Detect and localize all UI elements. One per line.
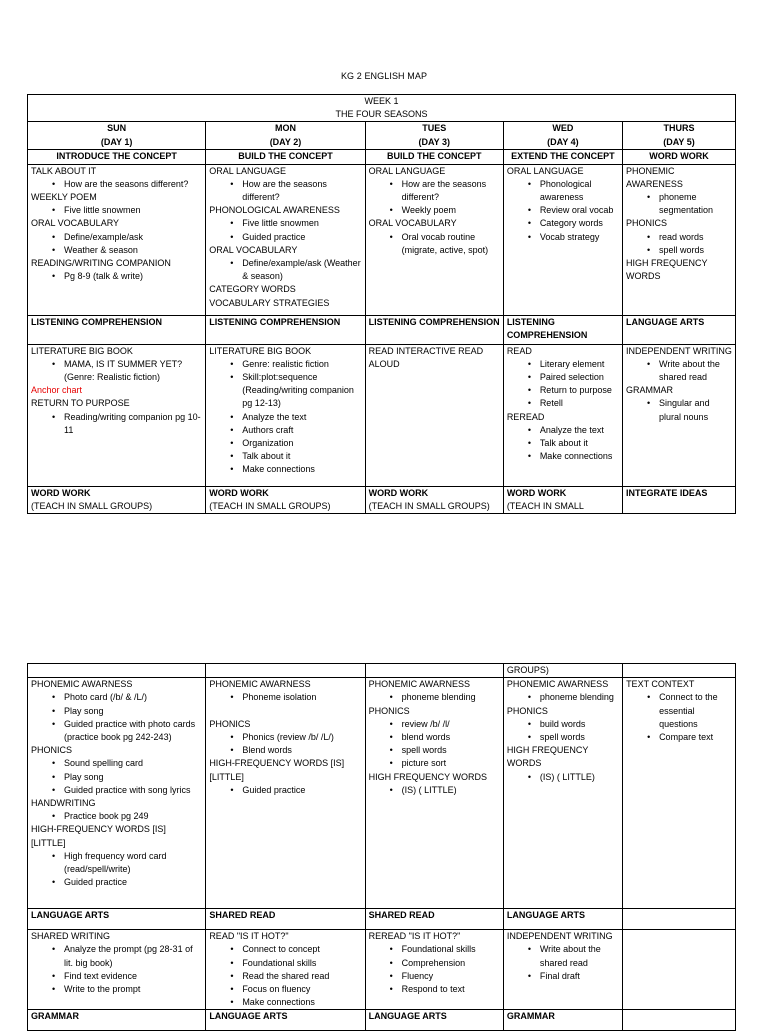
activity-list (31, 943, 202, 996)
activity-item: • Photo card (/b/ & /L/) (64, 691, 202, 704)
activity-list (626, 397, 732, 423)
activity-item: • (IS) ( LITTLE) (540, 771, 619, 784)
activity-list (369, 943, 500, 996)
day-number: (DAY 3) (418, 136, 450, 147)
section-subtitle: (TEACH IN SMALL GROUPS) (368, 500, 490, 511)
section-header-cell: LISTENING COMPREHENSION (503, 315, 622, 344)
activity-list (209, 257, 361, 283)
week-header-cell (28, 95, 736, 122)
activity-list (31, 178, 202, 191)
activity-item: • How are the seasons different? (64, 178, 202, 191)
activity-label: PHONEMIC AWARNESS (506, 679, 609, 690)
activity-list (507, 358, 619, 411)
activity-list (31, 810, 202, 823)
activity-list (507, 691, 619, 704)
spacer (209, 705, 361, 718)
activity-item: • Singular and plural nouns (659, 397, 732, 423)
content-cell (503, 344, 622, 486)
section-title: WORD WORK (209, 487, 269, 498)
activity-item: • Oral vocab routine (migrate, active, spot) (402, 231, 500, 257)
section-header-cell (206, 486, 365, 513)
activity-list (31, 691, 202, 744)
activity-item: • Final draft (540, 970, 619, 983)
activity-label: LITERATURE BIG BOOK (31, 345, 133, 356)
day-number: (DAY 1) (100, 136, 133, 147)
section-header-cell: LANGUAGE ARTS (503, 909, 622, 930)
content-cell (503, 164, 622, 315)
content-cell (623, 164, 736, 315)
activity-item: • blend words (402, 731, 500, 744)
activity-label: ORAL LANGUAGE (368, 165, 446, 176)
section-header-cell (365, 486, 503, 513)
activity-item: • Write about the shared read (659, 358, 732, 384)
activity-item: • Analyze the text (242, 411, 361, 424)
activity-item: • Retell (540, 397, 619, 410)
activity-list (369, 231, 500, 257)
activity-item: • Make connections (242, 463, 361, 476)
week-label: WEEK 1 (364, 96, 399, 106)
activity-label: READ INTERACTIVE READ ALOUD (368, 345, 484, 369)
activity-item: • phoneme blending (540, 691, 619, 704)
activity-list (369, 784, 500, 797)
activity-label: SHARED WRITING (31, 931, 111, 942)
section-header-cell: LISTENING COMPREHENSION (28, 315, 206, 344)
activity-label: ORAL VOCABULARY (368, 218, 457, 229)
content-row (28, 930, 736, 1010)
activity-item: • Category words (540, 217, 619, 230)
concept-cell: BUILD THE CONCEPT (206, 150, 365, 164)
activity-label: PHONEMIC AWARNESS (209, 679, 311, 690)
week-header-row (28, 95, 736, 122)
activity-item: • Guided practice with song lyrics (64, 784, 202, 797)
activity-item: • Organization (242, 437, 361, 450)
activity-label: LITERATURE BIG BOOK (209, 345, 312, 356)
activity-list (31, 850, 202, 890)
section-header-cell (623, 486, 736, 513)
activity-item: • Make connections (242, 996, 361, 1009)
activity-item: • Weather & season (64, 244, 202, 257)
continuation-row (28, 664, 736, 678)
activity-item: • read words (659, 231, 732, 244)
activity-list (209, 217, 361, 243)
day-header-mon (206, 122, 365, 150)
activity-label: ORAL LANGUAGE (209, 165, 286, 176)
activity-item: • Genre: realistic fiction (242, 358, 361, 371)
continuation-cell (206, 664, 365, 678)
activity-item: • Make connections (540, 450, 619, 463)
week-map-table (27, 94, 736, 514)
activity-item: • Write to the prompt (64, 983, 202, 996)
content-cell (365, 930, 503, 1010)
activity-list (31, 270, 202, 283)
activity-item: • Fluency (402, 970, 500, 983)
activity-list (507, 424, 619, 464)
activity-list (507, 943, 619, 983)
activity-list (31, 358, 202, 384)
activity-item: • Talk about it (540, 437, 619, 450)
section-title: WORD WORK (31, 487, 91, 498)
activity-item: • Analyze the text (540, 424, 619, 437)
activity-label: PHONOLOGICAL AWARENESS (209, 205, 340, 216)
activity-item: • Practice book pg 249 (64, 810, 202, 823)
content-cell (206, 678, 365, 909)
content-cell (28, 930, 206, 1010)
activity-label: READING/WRITING COMPANION (31, 258, 171, 269)
activity-item: • Phoneme isolation (242, 691, 361, 704)
activity-item: • Analyze the prompt (pg 28-31 of lit. big book) (64, 943, 202, 969)
day-number: (DAY 2) (269, 136, 302, 147)
activity-label: HANDWRITING (31, 798, 96, 809)
activity-item: • Sound spelling card (64, 757, 202, 770)
content-cell (206, 164, 365, 315)
activity-label: INDEPENDENT WRITING (506, 931, 613, 942)
activity-list (369, 718, 500, 771)
section-subtitle: (TEACH IN SMALL (506, 500, 584, 511)
activity-label: PHONICS (626, 218, 668, 229)
activity-list (209, 731, 361, 757)
content-cell (206, 344, 365, 486)
section-title: WORD WORK (368, 487, 429, 498)
concept-cell: INTRODUCE THE CONCEPT (28, 150, 206, 164)
section-header-cell: LISTENING COMPREHENSION (365, 315, 503, 344)
activity-label: PHONICS (31, 745, 73, 756)
activity-item: • Talk about it (242, 450, 361, 463)
activity-list (626, 358, 732, 384)
activity-label: PHONICS (209, 718, 251, 729)
activity-list (209, 178, 361, 204)
day-header-thurs (623, 122, 736, 150)
activity-item: • Guided practice (242, 784, 361, 797)
concept-cell: EXTEND THE CONCEPT (503, 150, 622, 164)
day-header-wed (503, 122, 622, 150)
concept-cell: BUILD THE CONCEPT (365, 150, 503, 164)
content-cell (503, 678, 622, 909)
activity-item: • High frequency word card (read/spell/write) (64, 850, 202, 876)
activity-item: • review /b/ /l/ (402, 718, 500, 731)
section-header-row (28, 909, 736, 930)
activity-item: • Reading/writing companion pg 10-11 (64, 411, 202, 437)
day-number: (DAY 5) (663, 136, 695, 147)
activity-list (31, 204, 202, 217)
day-header-tues (365, 122, 503, 150)
activity-list (507, 718, 619, 744)
activity-item: • Foundational skills (242, 957, 361, 970)
day-name: THURS (663, 123, 695, 134)
section-header-row (28, 1010, 736, 1031)
activity-label: ORAL VOCABULARY (209, 244, 298, 255)
section-subtitle: (TEACH IN SMALL GROUPS) (209, 500, 331, 511)
activity-item: • picture sort (402, 757, 500, 770)
activity-item: • Find text evidence (64, 970, 202, 983)
activity-item: • Skill:plot:sequence (Reading/writing companion pg 12-13) (242, 371, 361, 411)
activity-item: • Write about the shared read (540, 943, 619, 969)
section-header-cell: GRAMMAR (503, 1010, 622, 1031)
activity-label: PHONEMIC AWARNESS (31, 679, 133, 690)
highlighted-note: Anchor chart (31, 385, 83, 396)
content-row (28, 678, 736, 909)
activity-item: • Phonics (review /b/ /L/) (242, 731, 361, 744)
activity-item: • (IS) ( LITTLE) (402, 784, 500, 797)
document-title: KG 2 ENGLISH MAP (340, 71, 428, 81)
activity-item: • Vocab strategy (540, 231, 619, 244)
activity-label: READ "IS IT HOT?" (209, 931, 289, 942)
section-header-cell (623, 1010, 736, 1031)
section-header-cell: SHARED READ (365, 909, 503, 930)
activity-item: • Five little snowmen (64, 204, 202, 217)
week-map-table-continued (27, 663, 736, 1031)
activity-list (31, 757, 202, 797)
activity-item: • Blend words (242, 744, 361, 757)
activity-list (369, 691, 500, 704)
activity-label: ORAL LANGUAGE (506, 165, 584, 176)
activity-item: • build words (540, 718, 619, 731)
activity-item: • Review oral vocab (540, 204, 619, 217)
content-cell (28, 344, 206, 486)
concept-cell: WORD WORK (623, 150, 736, 164)
activity-item: • Foundational skills (402, 943, 500, 956)
continuation-cell (623, 664, 736, 678)
concept-row (28, 150, 736, 164)
section-title: INTEGRATE IDEAS (626, 487, 708, 498)
section-header-cell: SHARED READ (206, 909, 365, 930)
day-header-row (28, 122, 736, 150)
activity-label: HIGH-FREQUENCY WORDS [IS] [LITTLE] (209, 758, 345, 782)
section-header-cell: LISTENING COMPREHENSION (206, 315, 365, 344)
activity-item: • Guided practice (64, 876, 202, 889)
activity-label: CATEGORY WORDS (209, 284, 296, 295)
activity-label: REREAD "IS IT HOT?" (368, 931, 461, 942)
content-cell (503, 930, 622, 1010)
section-header-cell (28, 486, 206, 513)
activity-item: • Return to purpose (540, 384, 619, 397)
section-header-cell (503, 486, 622, 513)
day-name: WED (552, 123, 574, 134)
continuation-cell: GROUPS) (503, 664, 622, 678)
day-name: SUN (107, 123, 127, 134)
activity-item: • Guided practice with photo cards (practice book pg 242-243) (64, 718, 202, 744)
content-row (28, 164, 736, 315)
activity-item: • Comprehension (402, 957, 500, 970)
activity-label: PHONICS (368, 705, 410, 716)
activity-label: GRAMMAR (626, 385, 674, 396)
activity-label: REREAD (506, 411, 545, 422)
activity-list (369, 178, 500, 218)
activity-item: • phoneme blending (402, 691, 500, 704)
activity-list (209, 358, 361, 477)
activity-item: • Connect to the essential questions (659, 691, 732, 731)
content-cell (365, 344, 503, 486)
section-header-cell: LANGUAGE ARTS (206, 1010, 365, 1031)
section-title: WORD WORK (506, 487, 567, 498)
activity-list (31, 231, 202, 257)
activity-item: • Play song (64, 705, 202, 718)
section-header-cell: LANGUAGE ARTS (623, 315, 736, 344)
activity-item: • Play song (64, 771, 202, 784)
activity-label: TALK ABOUT IT (31, 165, 97, 176)
section-header-row (28, 486, 736, 513)
content-cell (623, 678, 736, 909)
activity-item: • Phonological awareness (540, 178, 619, 204)
activity-item: • How are the seasons different? (242, 178, 361, 204)
day-number: (DAY 4) (547, 136, 579, 147)
content-cell (206, 930, 365, 1010)
activity-label: ORAL VOCABULARY (31, 218, 120, 229)
activity-list (507, 771, 619, 784)
activity-item: • spell words (659, 244, 732, 257)
activity-label: PHONICS (506, 705, 548, 716)
activity-item: • Weekly poem (402, 204, 500, 217)
activity-item: • Read the shared read (242, 970, 361, 983)
activity-item: • Define/example/ask (Weather & season) (242, 257, 361, 283)
activity-item: • Focus on fluency (242, 983, 361, 996)
activity-label: PHONEMIC AWARNESS (368, 679, 470, 690)
activity-item: • Paired selection (540, 371, 619, 384)
activity-label: HIGH FREQUENCY WORDS (626, 258, 708, 282)
activity-item: • Respond to text (402, 983, 500, 996)
content-cell (623, 930, 736, 1010)
continuation-cell (28, 664, 206, 678)
content-cell (365, 678, 503, 909)
week-theme: THE FOUR SEASONS (335, 109, 428, 120)
day-header-sun (28, 122, 206, 150)
activity-label: READ (506, 345, 532, 356)
activity-item: • spell words (540, 731, 619, 744)
content-cell (365, 164, 503, 315)
section-header-cell: LANGUAGE ARTS (28, 909, 206, 930)
activity-label: HIGH FREQUENCY WORDS (368, 771, 487, 782)
activity-item: • Five little snowmen (242, 217, 361, 230)
activity-label: VOCABULARY STRATEGIES (209, 297, 330, 308)
activity-item: • Authors craft (242, 424, 361, 437)
content-cell (623, 344, 736, 486)
activity-list (626, 231, 732, 257)
activity-list (507, 178, 619, 244)
activity-list (626, 691, 732, 744)
activity-label: PHONEMIC AWARENESS (626, 165, 683, 189)
activity-label: INDEPENDENT WRITING (626, 345, 732, 356)
activity-label: HIGH-FREQUENCY WORDS [IS] [LITTLE] (31, 824, 166, 848)
day-name: MON (274, 123, 296, 134)
activity-list (209, 943, 361, 1009)
activity-item: • Pg 8-9 (talk & write) (64, 270, 202, 283)
activity-item: • Guided practice (242, 231, 361, 244)
activity-item: • Define/example/ask (64, 231, 202, 244)
activity-label: WEEKLY POEM (31, 192, 97, 203)
content-row (28, 344, 736, 486)
activity-list (31, 411, 202, 437)
section-header-cell: GRAMMAR (28, 1010, 206, 1031)
day-name: TUES (422, 123, 447, 134)
activity-label: HIGH FREQUENCY WORDS (506, 745, 589, 769)
activity-list (209, 691, 361, 704)
content-cell (28, 164, 206, 315)
activity-label: RETURN TO PURPOSE (31, 398, 130, 409)
activity-item: • phoneme segmentation (659, 191, 732, 217)
activity-item: • Connect to concept (242, 943, 361, 956)
section-header-cell: LANGUAGE ARTS (365, 1010, 503, 1031)
activity-list (626, 191, 732, 217)
activity-item: • spell words (402, 744, 500, 757)
activity-item: • How are the seasons different? (402, 178, 500, 204)
section-header-row (28, 315, 736, 344)
activity-item: • MAMA, IS IT SUMMER YET? (Genre: Realistic fiction) (64, 358, 202, 384)
activity-list (209, 784, 361, 797)
continuation-cell (365, 664, 503, 678)
section-subtitle: (TEACH IN SMALL GROUPS) (31, 500, 153, 511)
activity-item: • Compare text (659, 731, 732, 744)
content-cell (28, 678, 206, 909)
activity-label: TEXT CONTEXT (626, 679, 695, 690)
section-header-cell (623, 909, 736, 930)
activity-item: • Literary element (540, 358, 619, 371)
